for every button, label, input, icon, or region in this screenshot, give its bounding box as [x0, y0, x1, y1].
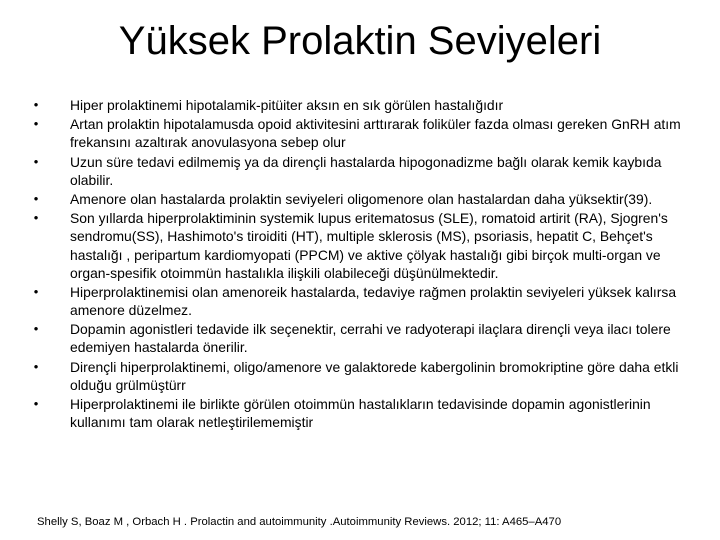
bullet-point-icon: •: [33, 358, 39, 374]
bullet-point-icon: •: [33, 210, 39, 226]
bullet-item: [33, 395, 696, 431]
bullet-point-icon: •: [33, 97, 39, 112]
slide-title: Yüksek Prolaktin Seviyeleri: [118, 19, 602, 63]
bullet-item: [33, 190, 696, 208]
bullet-item: [33, 320, 696, 356]
bullet-text: Amenore olan hastalarda prolaktin seviyeleri oligomenore olan hastalardan daha yüksektir(39).: [70, 191, 653, 208]
bullet-item: [33, 96, 696, 114]
bullet-item: [33, 115, 696, 151]
bullet-point-icon: •: [33, 153, 39, 169]
bullet-point-icon: •: [33, 283, 39, 299]
citation: Shelly S, Boaz M , Orbach H . Prolactin and autoimmunity .Autoimmunity Reviews. 2012; 11: A465–A470: [37, 516, 562, 528]
bullet-text: Dirençli hiperprolaktinemi, oligo/amenore ve galaktorede kabergolinin bromokriptine göre daha etkli olduğu grülmüştürr: [70, 358, 679, 393]
bullet-item: [33, 153, 696, 189]
bullet-text: Hiper prolaktinemi hipotalamik-pitüiter aksın en sık görülen hastalığıdır: [70, 97, 504, 113]
bullet-text: Hiperprolaktinemi ile birlikte görülen otoimmün hastalıkların tedavisinde dopamin agonistlerinin kullanımı tam olarak netleştirilememiştir: [70, 396, 651, 431]
bullet-point-icon: •: [33, 321, 39, 337]
bullet-point-icon: •: [33, 396, 39, 411]
bullet-point-icon: •: [33, 116, 39, 132]
bullet-item: [33, 209, 696, 281]
bullet-text: Son yıllarda hiperprolaktiminin systemik lupus eritematosus (SLE), romatoid artirit (RA), Sjogren's sendromu(SS), Hashimoto's tiroiditi (HT), multiple sklerosis (MS), psoriasis, hepatit C, Behçet's hastalığı , peripartum kardiomyopati (PPCM) ve aktive çölyak hastalığı gibi birçok multi-organ ve organ-spesifik otoimmün hastalıkla ilişkili olabileceği düşünülmektedir.: [70, 210, 668, 281]
bullet-list: [33, 96, 696, 432]
bullet-item: [33, 283, 696, 319]
bullet-text: Uzun süre tedavi edilmemiş ya da dirençli hastalarda hipogonadizme bağlı olarak kemik kaybıda olabilir.: [70, 153, 662, 188]
bullet-text: Artan prolaktin hipotalamusda opoid aktivitesini arttırarak foliküler fazda olması gereken GnRH atım frekansını azaltırak anovulasyona sebep olur: [70, 116, 681, 151]
bullet-text: Hiperprolaktinemisi olan amenoreik hastalarda, tedaviye rağmen prolaktin seviyeleri yüksek kalırsa amenore düzelmez.: [70, 283, 677, 318]
bullet-item: [33, 358, 696, 394]
bullet-point-icon: •: [33, 191, 39, 207]
bullet-text: Dopamin agonistleri tedavide ilk seçenektir, cerrahi ve radyoterapi ilaçlara dirençli veya ilacı tolere edemiyen hastalarda önerilir.: [70, 321, 671, 356]
